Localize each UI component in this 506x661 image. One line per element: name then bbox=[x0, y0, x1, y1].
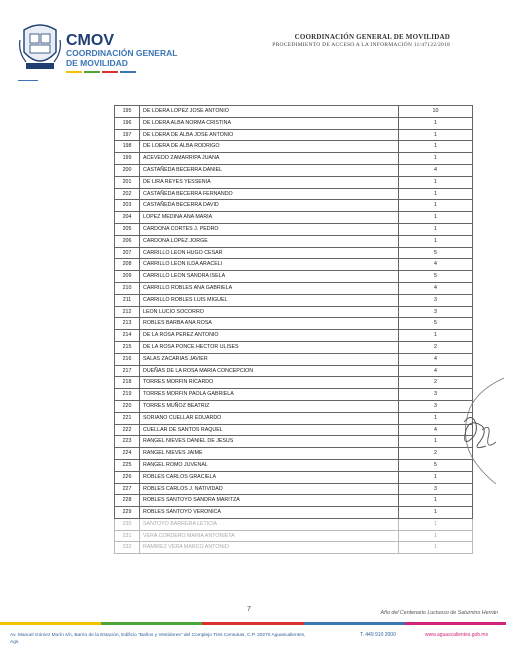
table-row bbox=[115, 306, 473, 318]
row-number-cell: 204 bbox=[115, 212, 140, 224]
row-quantity-cell: 1 bbox=[399, 141, 473, 153]
records-table bbox=[114, 105, 473, 554]
header-divider bbox=[18, 80, 38, 81]
row-quantity-cell: 1 bbox=[399, 412, 473, 424]
row-quantity-cell: 1 bbox=[399, 471, 473, 483]
row-number-cell: 197 bbox=[115, 129, 140, 141]
footer-color-bar bbox=[0, 622, 506, 625]
row-name-cell: CASTAÑEDA BECERRA DANIEL bbox=[140, 164, 399, 176]
row-number-cell: 218 bbox=[115, 377, 140, 389]
brand-line-2: DE MOVILIDAD bbox=[66, 57, 128, 68]
table-row bbox=[115, 164, 473, 176]
row-number-cell: 214 bbox=[115, 330, 140, 342]
row-number-cell: 225 bbox=[115, 459, 140, 471]
row-name-cell: ACEVEDO ZAMARRIPA JUANA bbox=[140, 153, 399, 165]
row-quantity-cell: 3 bbox=[399, 294, 473, 306]
table-row bbox=[115, 412, 473, 424]
row-quantity-cell: 4 bbox=[399, 353, 473, 365]
row-number-cell: 199 bbox=[115, 153, 140, 165]
row-number-cell: 208 bbox=[115, 259, 140, 271]
row-number-cell: 230 bbox=[115, 518, 140, 530]
row-quantity-cell: 1 bbox=[399, 129, 473, 141]
row-quantity-cell: 2 bbox=[399, 448, 473, 460]
row-number-cell: 198 bbox=[115, 141, 140, 153]
table-row bbox=[115, 424, 473, 436]
row-quantity-cell: 1 bbox=[399, 200, 473, 212]
table-row bbox=[115, 448, 473, 460]
table-row bbox=[115, 188, 473, 200]
table-row bbox=[115, 129, 473, 141]
records-table-body bbox=[115, 106, 473, 554]
row-name-cell: DE LA ROSA PONCE HECTOR ULISES bbox=[140, 341, 399, 353]
table-row bbox=[115, 518, 473, 530]
page-number: 7 bbox=[247, 606, 251, 613]
table-row bbox=[115, 106, 473, 118]
row-number-cell: 229 bbox=[115, 507, 140, 519]
row-name-cell: ROBLES BARBA ANA ROSA bbox=[140, 318, 399, 330]
table-row bbox=[115, 483, 473, 495]
row-quantity-cell: 1 bbox=[399, 153, 473, 165]
row-name-cell: ROBLES SANTOYO SANDRA MARITZA bbox=[140, 495, 399, 507]
row-number-cell: 232 bbox=[115, 542, 140, 554]
row-quantity-cell: 1 bbox=[399, 330, 473, 342]
table-row bbox=[115, 389, 473, 401]
row-name-cell: ROBLES CARLOS J. NATIVIDAD bbox=[140, 483, 399, 495]
table-row bbox=[115, 365, 473, 377]
row-quantity-cell: 1 bbox=[399, 518, 473, 530]
row-quantity-cell: 1 bbox=[399, 235, 473, 247]
row-name-cell: SALAS ZACARIAS JAVIER bbox=[140, 353, 399, 365]
row-number-cell: 222 bbox=[115, 424, 140, 436]
row-name-cell: CARDONA LOPEZ JORGE bbox=[140, 235, 399, 247]
row-number-cell: 213 bbox=[115, 318, 140, 330]
row-number-cell: 227 bbox=[115, 483, 140, 495]
row-number-cell: 202 bbox=[115, 188, 140, 200]
row-name-cell: VERA CORDERO MARIA ANTONIETA bbox=[140, 530, 399, 542]
table-row bbox=[115, 530, 473, 542]
row-number-cell: 207 bbox=[115, 247, 140, 259]
row-name-cell: ROBLES SANTOYO VERONICA bbox=[140, 507, 399, 519]
table-row bbox=[115, 259, 473, 271]
row-name-cell: CARRILLO LEON ILDA ARACELI bbox=[140, 259, 399, 271]
row-quantity-cell: 1 bbox=[399, 495, 473, 507]
table-row bbox=[115, 471, 473, 483]
row-quantity-cell: 1 bbox=[399, 542, 473, 554]
row-name-cell: DE LOERA LOPEZ JOSE ANTONIO bbox=[140, 106, 399, 118]
table-row bbox=[115, 247, 473, 259]
table-row bbox=[115, 212, 473, 224]
row-name-cell: TORRES MORFIN PAOLA GABRIELA bbox=[140, 389, 399, 401]
row-number-cell: 195 bbox=[115, 106, 140, 118]
row-quantity-cell: 10 bbox=[399, 106, 473, 118]
table-row bbox=[115, 341, 473, 353]
row-quantity-cell: 3 bbox=[399, 400, 473, 412]
row-number-cell: 201 bbox=[115, 176, 140, 188]
row-quantity-cell: 2 bbox=[399, 341, 473, 353]
footer-phone: T. 449 910 2000 bbox=[360, 632, 396, 638]
row-number-cell: 211 bbox=[115, 294, 140, 306]
row-number-cell: 221 bbox=[115, 412, 140, 424]
row-name-cell: CARRILLO ROBLES ANA GABRIELA bbox=[140, 282, 399, 294]
row-name-cell: DUEÑAS DE LA ROSA MARIA CONCEPCION bbox=[140, 365, 399, 377]
row-name-cell: RAMIREZ VERA MARCO ANTONIO bbox=[140, 542, 399, 554]
table-row bbox=[115, 507, 473, 519]
row-name-cell: RANGEL NIEVES JAIME bbox=[140, 448, 399, 460]
row-name-cell: TORRES MORFIN RICARDO bbox=[140, 377, 399, 389]
table-row bbox=[115, 542, 473, 554]
table-row bbox=[115, 200, 473, 212]
row-quantity-cell: 5 bbox=[399, 271, 473, 283]
row-number-cell: 206 bbox=[115, 235, 140, 247]
centenario-motto: Año del Centenario Luctuoso de Saturnino Herrán bbox=[380, 610, 498, 616]
row-number-cell: 203 bbox=[115, 200, 140, 212]
row-quantity-cell: 1 bbox=[399, 188, 473, 200]
row-quantity-cell: 5 bbox=[399, 459, 473, 471]
row-name-cell: LOPEZ MEDINA ANA MARIA bbox=[140, 212, 399, 224]
table-row bbox=[115, 353, 473, 365]
row-quantity-cell: 2 bbox=[399, 377, 473, 389]
document-subtitle: PROCEDIMIENTO DE ACCESO A LA INFORMACIÓN 11/47122/2018 bbox=[272, 42, 450, 48]
row-name-cell: DE LOERA ALBA NORMA CRISTINA bbox=[140, 117, 399, 129]
row-name-cell: LEON LUCIO SOCORRO bbox=[140, 306, 399, 318]
table-row bbox=[115, 400, 473, 412]
table-row bbox=[115, 330, 473, 342]
row-number-cell: 209 bbox=[115, 271, 140, 283]
page-header bbox=[0, 0, 506, 80]
row-name-cell: CARRILLO ROBLES LUIS MIGUEL bbox=[140, 294, 399, 306]
row-quantity-cell: 1 bbox=[399, 223, 473, 235]
table-row bbox=[115, 271, 473, 283]
row-number-cell: 231 bbox=[115, 530, 140, 542]
row-number-cell: 219 bbox=[115, 389, 140, 401]
row-number-cell: 217 bbox=[115, 365, 140, 377]
row-name-cell: CASTAÑEDA BECERRA DAVID bbox=[140, 200, 399, 212]
document-title: COORDINACIÓN GENERAL DE MOVILIDAD bbox=[294, 33, 450, 41]
row-name-cell: SORIANO CUELLAR EDUARDO bbox=[140, 412, 399, 424]
table-row bbox=[115, 117, 473, 129]
row-name-cell: CARDONA CORTES J. PEDRO bbox=[140, 223, 399, 235]
row-name-cell: RANGEL NIEVES DANIEL DE JESUS bbox=[140, 436, 399, 448]
row-number-cell: 228 bbox=[115, 495, 140, 507]
row-quantity-cell: 1 bbox=[399, 176, 473, 188]
row-number-cell: 224 bbox=[115, 448, 140, 460]
table-row bbox=[115, 436, 473, 448]
brand-short-name: CMOV bbox=[66, 32, 114, 49]
table-row bbox=[115, 141, 473, 153]
table-row bbox=[115, 459, 473, 471]
row-name-cell: SANTOYO BARRERA LETICIA bbox=[140, 518, 399, 530]
row-name-cell: CARRILLO LEON HUGO CESAR bbox=[140, 247, 399, 259]
row-quantity-cell: 5 bbox=[399, 247, 473, 259]
row-quantity-cell: 3 bbox=[399, 389, 473, 401]
row-name-cell: DE LOERA DE ALBA JOSE ANTONIO bbox=[140, 129, 399, 141]
row-name-cell: TORRES MUÑOZ BEATRIZ bbox=[140, 400, 399, 412]
table-row bbox=[115, 235, 473, 247]
brand-line-1: COORDINACIÓN GENERAL bbox=[66, 48, 178, 58]
row-name-cell: DE LIRA REYES YESSENIA bbox=[140, 176, 399, 188]
row-quantity-cell: 4 bbox=[399, 365, 473, 377]
row-number-cell: 196 bbox=[115, 117, 140, 129]
table-row bbox=[115, 377, 473, 389]
row-number-cell: 216 bbox=[115, 353, 140, 365]
row-name-cell: ROBLES CARLOS GRACIELA bbox=[140, 471, 399, 483]
row-quantity-cell: 4 bbox=[399, 164, 473, 176]
row-name-cell: RANGEL ROMO JUVENAL bbox=[140, 459, 399, 471]
row-quantity-cell: 4 bbox=[399, 282, 473, 294]
document-heading bbox=[272, 33, 450, 48]
row-name-cell: CUELLAR DE SANTOS RAQUEL bbox=[140, 424, 399, 436]
table-row bbox=[115, 318, 473, 330]
row-name-cell: DE LOERA DE ALBA RODRIGO bbox=[140, 141, 399, 153]
row-number-cell: 226 bbox=[115, 471, 140, 483]
table-row bbox=[115, 294, 473, 306]
row-quantity-cell: 5 bbox=[399, 318, 473, 330]
brand-block bbox=[66, 33, 177, 73]
row-number-cell: 220 bbox=[115, 400, 140, 412]
row-name-cell: CASTAÑEDA BECERRA FERNANDO bbox=[140, 188, 399, 200]
row-quantity-cell: 3 bbox=[399, 483, 473, 495]
row-number-cell: 210 bbox=[115, 282, 140, 294]
row-quantity-cell: 1 bbox=[399, 117, 473, 129]
row-name-cell: CARRILLO LEON SANDRA ISELA bbox=[140, 271, 399, 283]
table-row bbox=[115, 153, 473, 165]
row-quantity-cell: 1 bbox=[399, 436, 473, 448]
row-quantity-cell: 4 bbox=[399, 424, 473, 436]
row-quantity-cell: 1 bbox=[399, 212, 473, 224]
row-number-cell: 223 bbox=[115, 436, 140, 448]
coat-of-arms-logo bbox=[18, 22, 62, 72]
handwritten-signature bbox=[448, 360, 506, 500]
row-quantity-cell: 1 bbox=[399, 530, 473, 542]
footer-address: Av. Manuel Gómez Morín s/n, Barrio de la Estación, Edificio "Baños y Vestidores" del Complejo Tres Centurias, C.P. 20270 Aguascalientes, Ags. bbox=[10, 633, 306, 645]
row-quantity-cell: 4 bbox=[399, 259, 473, 271]
row-number-cell: 200 bbox=[115, 164, 140, 176]
brand-color-bar bbox=[66, 71, 177, 73]
row-number-cell: 215 bbox=[115, 341, 140, 353]
footer-website-link[interactable]: www.aguascalientes.gob.mx bbox=[425, 632, 489, 638]
row-number-cell: 205 bbox=[115, 223, 140, 235]
table-row bbox=[115, 495, 473, 507]
row-number-cell: 212 bbox=[115, 306, 140, 318]
table-row bbox=[115, 176, 473, 188]
row-quantity-cell: 3 bbox=[399, 306, 473, 318]
table-row bbox=[115, 282, 473, 294]
row-quantity-cell: 1 bbox=[399, 507, 473, 519]
table-row bbox=[115, 223, 473, 235]
row-name-cell: DE LA ROSA PEREZ ANTONIO bbox=[140, 330, 399, 342]
